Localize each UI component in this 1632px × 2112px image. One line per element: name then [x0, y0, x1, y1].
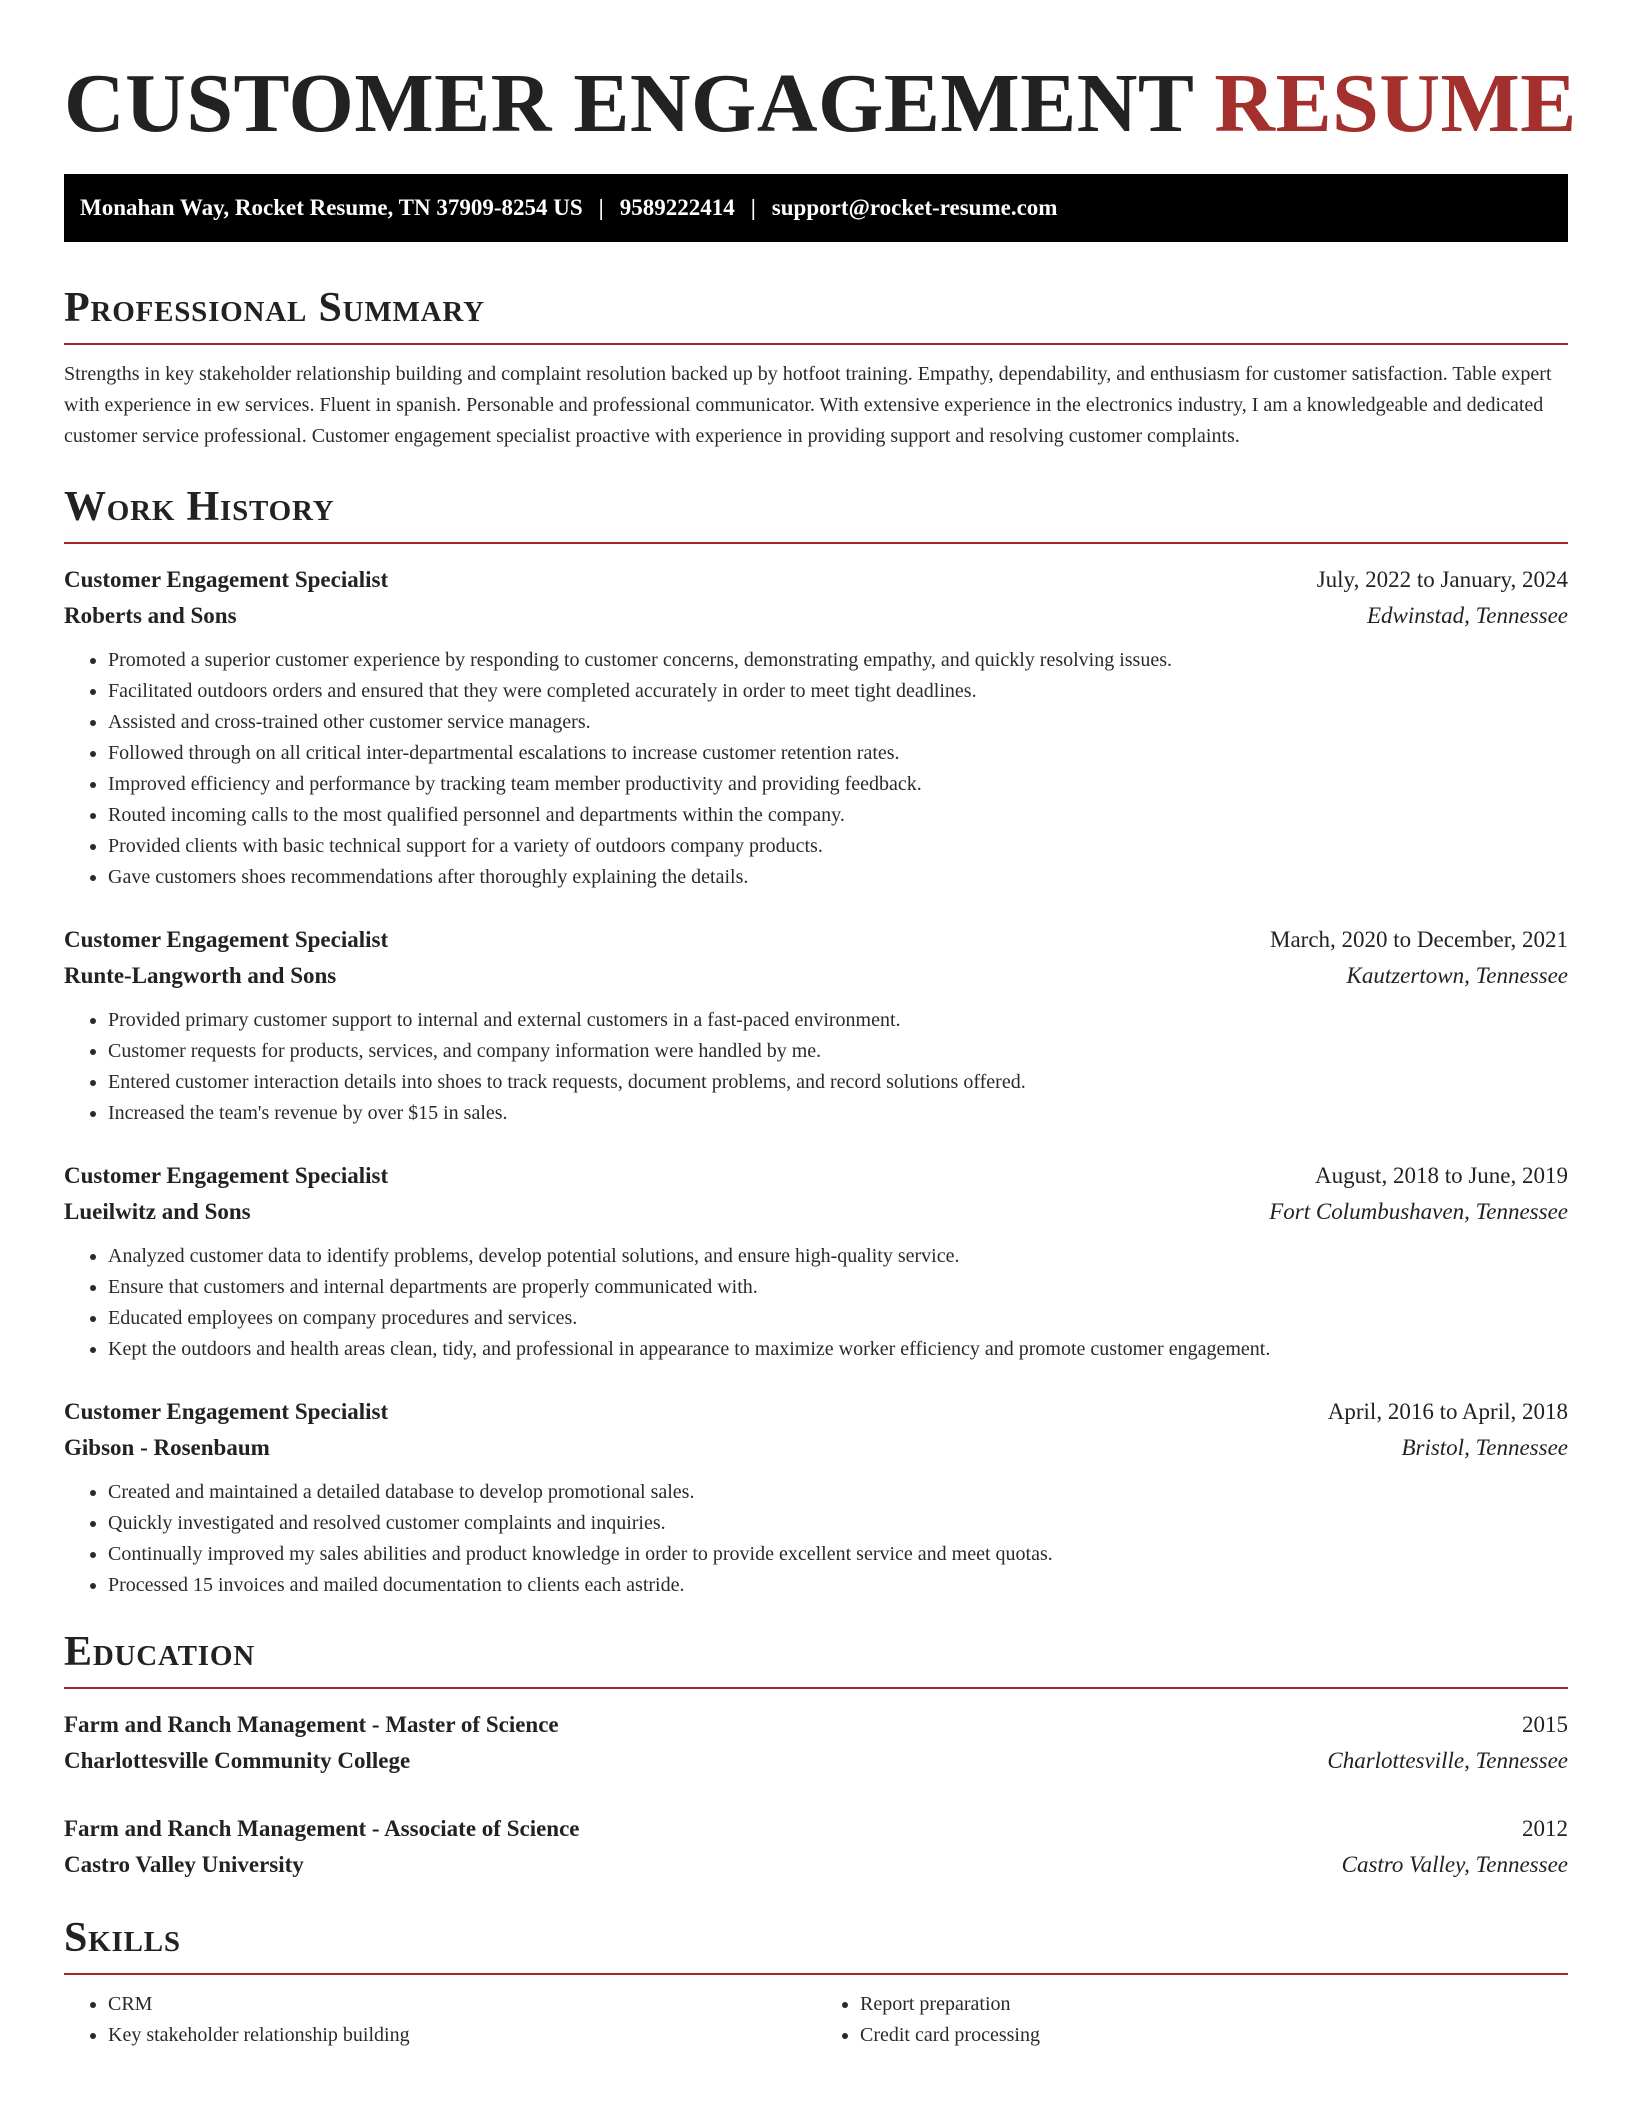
- job-bullet: • Increased the team's revenue by over $15 in sales.: [108, 1098, 1568, 1129]
- job-location: Bristol, Tennessee: [1401, 1435, 1568, 1460]
- education-degree-row: [64, 1811, 1568, 1847]
- skills-right-list: [816, 1989, 1568, 2051]
- job-entry: [64, 1158, 1568, 1365]
- job-bullet: • Entered customer interaction details into shoes to track requests, document problems, and record solutions offered.: [108, 1067, 1568, 1098]
- education-entry: [64, 1707, 1568, 1779]
- job-bullet: • Ensure that customers and internal departments are properly communicated with.: [108, 1272, 1568, 1303]
- job-bullets: [64, 1241, 1568, 1365]
- education-entry: [64, 1811, 1568, 1883]
- skills-columns: [64, 1989, 1568, 2051]
- section-divider: [64, 1687, 1568, 1689]
- job-dates: March, 2020 to December, 2021: [1270, 927, 1568, 952]
- job-bullet: • Gave customers shoes recommendations after thoroughly explaining the details.: [108, 862, 1568, 893]
- job-company: Roberts and Sons: [64, 603, 237, 628]
- education-heading: Education: [64, 1629, 255, 1675]
- skills-heading: Skills: [64, 1915, 181, 1961]
- job-bullet: • Customer requests for products, services, and company information were handled by me.: [108, 1036, 1568, 1067]
- work-history-section: [64, 482, 1568, 1601]
- title-main: CUSTOMER ENGAGEMENT: [64, 57, 1193, 150]
- job-dates: August, 2018 to June, 2019: [1315, 1163, 1568, 1188]
- education-school: Charlottesville Community College: [64, 1748, 411, 1773]
- job-header-row: [64, 1394, 1568, 1430]
- job-bullet: • Followed through on all critical inter-departmental escalations to increase customer retention rates.: [108, 738, 1568, 769]
- contact-separator: |: [750, 195, 756, 220]
- contact-separator: |: [598, 195, 604, 220]
- job-company-row: [64, 1430, 1568, 1466]
- contact-address: Monahan Way, Rocket Resume, TN 37909-8254 US: [80, 195, 583, 220]
- job-title: Customer Engagement Specialist: [64, 1399, 389, 1424]
- job-title: Customer Engagement Specialist: [64, 1163, 389, 1188]
- job-location: Edwinstad, Tennessee: [1366, 603, 1568, 628]
- job-company-row: [64, 958, 1568, 994]
- job-bullets: [64, 645, 1568, 893]
- job-bullet: • Facilitated outdoors orders and ensured that they were completed accurately in order to meet tight deadlines.: [108, 676, 1568, 707]
- job-header-row: [64, 562, 1568, 598]
- education-degree: Farm and Ranch Management - Master of Science: [64, 1712, 559, 1737]
- summary-section: [64, 283, 1568, 452]
- job-title: Customer Engagement Specialist: [64, 567, 389, 592]
- job-title: Customer Engagement Specialist: [64, 927, 389, 952]
- job-company: Gibson - Rosenbaum: [64, 1435, 270, 1460]
- job-bullet: • Kept the outdoors and health areas clean, tidy, and professional in appearance to maximize worker efficiency and promote customer engagement.: [108, 1334, 1568, 1365]
- education-location: Charlottesville, Tennessee: [1327, 1748, 1568, 1773]
- section-divider: [64, 542, 1568, 544]
- job-bullets: [64, 1477, 1568, 1601]
- job-location: Fort Columbushaven, Tennessee: [1269, 1199, 1568, 1224]
- job-company: Lueilwitz and Sons: [64, 1199, 251, 1224]
- job-bullet: • Promoted a superior customer experience by responding to customer concerns, demonstrating empathy, and quickly resolving issues.: [108, 645, 1568, 676]
- job-bullet: • Routed incoming calls to the most qualified personnel and departments within the company.: [108, 800, 1568, 831]
- contact-phone[interactable]: 9589222414: [619, 195, 735, 220]
- title-accent: RESUME: [1214, 57, 1577, 150]
- job-bullet: • Quickly investigated and resolved customer complaints and inquiries.: [108, 1508, 1568, 1539]
- education-section: [64, 1627, 1568, 1883]
- education-year: 2015: [1522, 1712, 1568, 1737]
- skills-section: [64, 1913, 1568, 2051]
- education-degree-row: [64, 1707, 1568, 1743]
- job-bullet: • Continually improved my sales abilities and product knowledge in order to provide excellent service and meet quotas.: [108, 1539, 1568, 1570]
- job-dates: July, 2022 to January, 2024: [1316, 567, 1568, 592]
- skill-item: • Report preparation: [860, 1989, 1568, 2020]
- education-degree: Farm and Ranch Management - Associate of Science: [64, 1816, 580, 1841]
- contact-bar: [64, 174, 1568, 242]
- job-entry: [64, 1394, 1568, 1601]
- job-bullet: • Created and maintained a detailed database to develop promotional sales.: [108, 1477, 1568, 1508]
- job-company-row: [64, 598, 1568, 634]
- job-entry: [64, 922, 1568, 1129]
- skill-item: • Key stakeholder relationship building: [108, 2020, 816, 2051]
- job-company-row: [64, 1194, 1568, 1230]
- job-bullet: • Assisted and cross-trained other customer service managers.: [108, 707, 1568, 738]
- skills-left-list: [64, 1989, 816, 2051]
- job-bullet: • Analyzed customer data to identify problems, develop potential solutions, and ensure high-quality service.: [108, 1241, 1568, 1272]
- education-school-row: [64, 1743, 1568, 1779]
- job-dates: April, 2016 to April, 2018: [1327, 1399, 1568, 1424]
- job-header-row: [64, 922, 1568, 958]
- job-bullet: • Provided clients with basic technical support for a variety of outdoors company products.: [108, 831, 1568, 862]
- education-year: 2012: [1522, 1816, 1568, 1841]
- section-divider: [64, 343, 1568, 345]
- summary-heading: Professional Summary: [64, 285, 485, 331]
- job-bullet: • Educated employees on company procedures and services.: [108, 1303, 1568, 1334]
- education-school-row: [64, 1847, 1568, 1883]
- skill-item: • CRM: [108, 1989, 816, 2020]
- job-entry: [64, 562, 1568, 893]
- resume-title: [64, 0, 1577, 150]
- education-school: Castro Valley University: [64, 1852, 304, 1877]
- job-bullet: • Processed 15 invoices and mailed documentation to clients each astride.: [108, 1570, 1568, 1601]
- skill-item: • Credit card processing: [860, 2020, 1568, 2051]
- job-location: Kautzertown, Tennessee: [1346, 963, 1568, 988]
- job-bullet: • Improved efficiency and performance by tracking team member productivity and providing feedback.: [108, 769, 1568, 800]
- section-divider: [64, 1973, 1568, 1975]
- job-bullet: • Provided primary customer support to internal and external customers in a fast-paced environment.: [108, 1005, 1568, 1036]
- summary-text: Strengths in key stakeholder relationship building and complaint resolution backed up by hotfoot training. Empathy, dependability, and enthusiasm for customer satisfaction. Table expert with experience in ew services. Fluent in spanish. Personable and professional communicator. With extensive experience in the electronics industry, I am a knowledgeable and dedicated customer service professional. Customer engagement specialist proactive with experience in providing support and resolving customer complaints.: [64, 363, 1552, 447]
- work-history-heading: Work History: [64, 484, 335, 530]
- education-location: Castro Valley, Tennessee: [1341, 1852, 1568, 1877]
- job-header-row: [64, 1158, 1568, 1194]
- job-bullets: [64, 1005, 1568, 1129]
- job-company: Runte-Langworth and Sons: [64, 963, 337, 988]
- contact-email[interactable]: support@rocket-resume.com: [771, 195, 1058, 220]
